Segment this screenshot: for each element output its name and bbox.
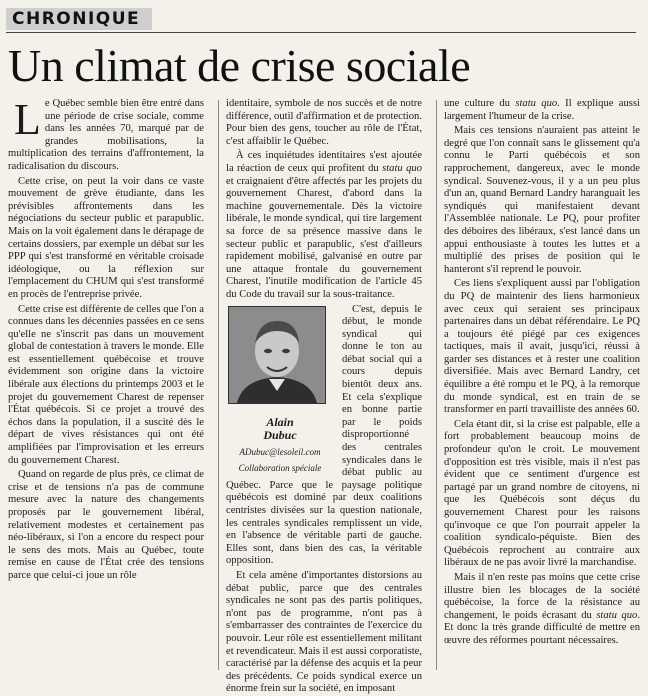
paragraph: Et cela amène d'importantes distorsions au débat public, parce que des centrales syndicales ne sont pas des partis politiques, n'ont pas de programme, n'ont pas à s'embarrasser des contraintes de l'exercice du pouvoir. Leur rôle est essentiellement militant et revendicateur. Mais il est aussi corporatiste, caractérisé par la défense des acquis et la peur des précédents. Ce poids syndical exerce un énorme frein sur la société, en imposant [226, 569, 422, 695]
author-email: ADubuc@lesoleil.com [239, 447, 321, 458]
article-column-2 [226, 98, 422, 695]
paragraph: Ces liens s'expliquent aussi par l'obligation du PQ de maintenir des liens harmonieux avec ceux qui seraient ses principaux partenaires dans un débat référendaire. Le PQ a toujours été piégé par ces exigences tactiques, mais il avait, jusqu'ici, réussi à garder ses distances et à rester une coalition diversifiée. Mais avec Bernard Landry, cet équilibre a été rompu et le PQ, à la remorque du monde syndical, est en train de se transformer en parti travailliste des années 60. [444, 278, 640, 416]
paragraph: identitaire, symbole de nos succès et de notre différence, outil d'affirmation et de protection. Pour bien des gens, toucher au rôle de l'État, c'est affaiblir le Québec. [226, 98, 422, 147]
paragraph: Mais il n'en reste pas moins que cette crise illustre bien les blocages de la société québécoise, la force de la résistance au changement, le poids écrasant du statu quo. Et donc la très grande difficulté de mettre en œuvre des réformes pourtant nécessaires. [444, 571, 640, 646]
article-column-3 [444, 98, 640, 670]
paragraph: À ces inquiétudes identitaires s'est ajoutée la réaction de ceux qui profitent du statu quo et craignaient d'être affectés par les projets du gouvernement Charest, d'abord dans la machine gouvernementale. Dès la victoire libérale, le monde syndical, qui tire largement sa force de sa présence massive dans le secteur public et parapublic, s'est d'ailleurs rapidement mobilisé, galvanisé en outre par une attaque frontale du gouvernement Charest, l'inutile modification de l'article 45 du Code du travail sur la sous-traitance. [226, 150, 422, 300]
section-rubric [6, 6, 636, 33]
paragraph: Cela étant dit, si la crise est palpable, elle a fort probablement beaucoup moins de profondeur qu'on le croit. Le mouvement d'opposition est très visible, mais il n'est pas évident que ce sentiment d'urgence est partagé par un grand nombre de citoyens, ni que les Québécois sont déçus du gouvernement Charest pour les raisons qu'invoque ce que l'on pourrait appeler la coalition syndicalo-péquiste. Bien des Québécois reprochent au contraire aux libéraux de ne pas avoir livré la marchandise. [444, 418, 640, 569]
paragraph: Quand on regarde de plus près, ce climat de crise et de tensions n'a pas de commune mesure avec la nature des changements proposés par le gouvernement libéral, relativement modestes et certainement pas néo-libéraux, si l'on a encore du respect pour le sens des mots. Mais au Québec, toute remise en cause de l'État crée des tensions parce que celui-ci joue un rôle [8, 469, 204, 581]
author-first-name: Alain [266, 415, 294, 430]
lead-paragraph [8, 95, 204, 174]
lead-text: e Québec semble bien être entré dans une période de crise sociale, comme dans les années 70, marqué par de grandes mobilisations, la multiplication des terrains d'affrontement, la radicalisation du discours. [8, 98, 204, 172]
paragraph: C'est, depuis le début, le monde syndical qui donne le ton au débat social qui a cours depuis bientôt deux ans. Et cela s'explique en bonne partie par le poids disproportionné des centrales syndicales dans le débat public au Québec. Parce que le paysage politique québécois est dominé par deux coalitions centristes divisées sur la question nationale, les centrales syndicales remplissent un vide, en l'absence de véritable parti de gauche. Elles sont, dans bien des cas, la véritable opposition. [226, 303, 422, 567]
paragraph: une culture du statu quo. Il explique aussi largement l'humeur de la crise. [444, 98, 640, 122]
paragraph: Mais ces tensions n'auraient pas atteint le degré que l'on connaît sans le glissement qu'a connu le Parti québécois et son rapprochement, dangereux, avec le monde syndical. Souvenez-vous, il y a un peu plus d'un an, quand Bernard Landry haranguait les syndiqués qui manifestaient devant l'Assemblée nationale. Le PQ, pour profiter des déboires des libéraux, s'est lancé dans un appui enthousiaste à toutes les luttes et a multiplié des prises de position qui le hanteront s'il reprend le pouvoir. [444, 125, 640, 275]
article-column-1 [8, 95, 204, 670]
author-photo [228, 306, 326, 404]
paragraph: Cette crise est différente de celles que l'on a connues dans les décennies passées en ce sens qu'elle ne s'inscrit pas dans un mouvement global de contestation à travers le monde. Elle est essentiellement québécoise et trouve évidemment son origine dans la victoire libérale aux élections du printemps 2003 et le projet du gouvernement Charest de repenser l'État québécois. Si ce projet a trouvé des échos dans la population, il a suscité dès le départ de vives résistances qui ont été amplifiées par l'improvisation et les erreurs du gouvernement Charest. [8, 303, 204, 466]
byline [226, 416, 334, 474]
author-last-name: Dubuc [263, 428, 297, 443]
rubric-label: CHRONIQUE [6, 8, 152, 30]
headline: Un climat de crise sociale [8, 40, 471, 91]
column-divider [218, 100, 219, 670]
paragraph: Cette crise, on peut la voir dans ce vaste mouvement de grève étudiante, dans les prévisibles affrontements dans les négociations du secteur public et parapublic. Mais on la voit également dans le dérapage de certains dossiers, par exemple un débat sur les PPP qui s'est transformé en véritable croisade idéologique, ou la réflexion sur l'emplacement du CHUM qui s'est transformé en procès de l'entreprise privée. [8, 175, 204, 300]
drop-cap: L [14, 95, 41, 144]
column-divider [436, 100, 437, 670]
author-credit: Collaboration spéciale [238, 462, 322, 473]
author-box [226, 306, 334, 475]
